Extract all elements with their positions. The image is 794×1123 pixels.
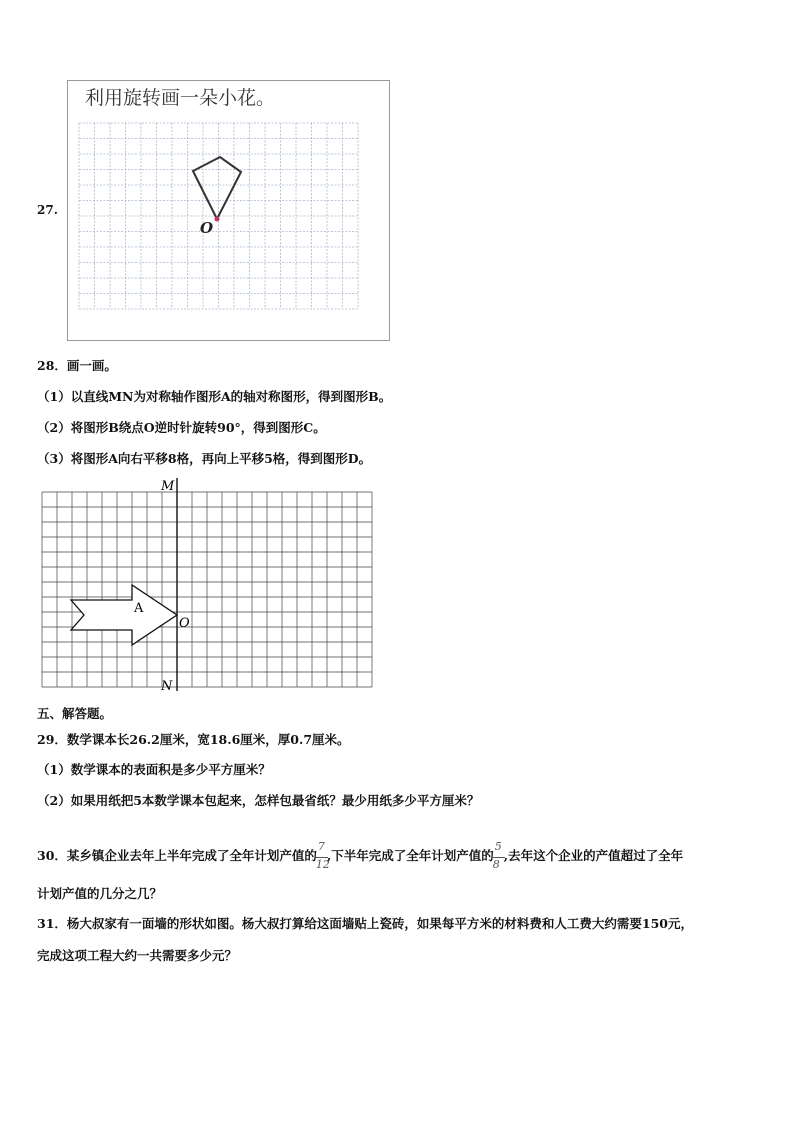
q30-fraction-2-denominator: 8 <box>492 857 500 871</box>
q28-label-o: O <box>179 616 190 631</box>
q30-text-part2: ,下半年完成了全年计划产值的 <box>326 848 494 863</box>
q30-text-part1: 30．某乡镇企业去年上半年完成了全年计划产值的 <box>37 848 317 863</box>
q30-fraction-2-numerator: 5 <box>494 839 502 853</box>
q28-title: 28．画一画。 <box>37 358 117 373</box>
q28-label-a: A <box>134 601 144 616</box>
q29-item-2: （2）如果用纸把5本数学课本包起来，怎样包最省纸？最少用纸多少平方厘米？ <box>37 793 480 808</box>
section5-title: 五、解答题。 <box>37 706 113 721</box>
q28-figure <box>40 476 380 696</box>
q29-item-1: （1）数学课本的表面积是多少平方厘米？ <box>37 762 271 777</box>
q28-item-2: （2）将图形B绕点O逆时针旋转90°，得到图形C。 <box>37 420 326 435</box>
q29-title: 29．数学课本长26.2厘米，宽18.6厘米，厚0.7厘米。 <box>37 732 350 747</box>
q27-figure <box>67 80 390 342</box>
q30-line-2: 计划产值的几分之几？ <box>37 886 163 901</box>
q28-grid <box>42 492 372 687</box>
q30-text-part3: ,去年这个企业的产值超过了全年 <box>503 848 684 863</box>
q30-fraction-1-numerator: 7 <box>317 839 325 853</box>
q30-fraction-2 <box>492 839 504 872</box>
q28-label-m: M <box>161 479 175 494</box>
q27-panel-title: 利用旋转画一朵小花。 <box>85 87 276 109</box>
q30-fraction-1 <box>315 839 330 872</box>
q30-line-1 <box>37 836 683 876</box>
q27-grid-figure <box>67 80 390 342</box>
q28-label-n: N <box>161 679 173 694</box>
q27-number: 27. <box>37 203 58 217</box>
q30-fraction-1-denominator: 12 <box>315 857 330 871</box>
q27-point-o-dot <box>215 217 220 222</box>
q31-line-2: 完成这项工程大约一共需要多少元？ <box>37 948 238 963</box>
q31-line-1: 31．杨大叔家有一面墙的形状如图。杨大叔打算给这面墙贴上瓷砖，如果每平方米的材料费和人工费大约需要150元， <box>37 916 693 931</box>
q27-point-o-label: O <box>200 219 214 237</box>
q28-item-3: （3）将图形A向右平移8格，再向上平移5格，得到图形D。 <box>37 451 372 466</box>
q28-grid-figure <box>40 476 380 696</box>
q28-item-1: （1）以直线MN为对称轴作图形A的轴对称图形，得到图形B。 <box>37 389 392 404</box>
